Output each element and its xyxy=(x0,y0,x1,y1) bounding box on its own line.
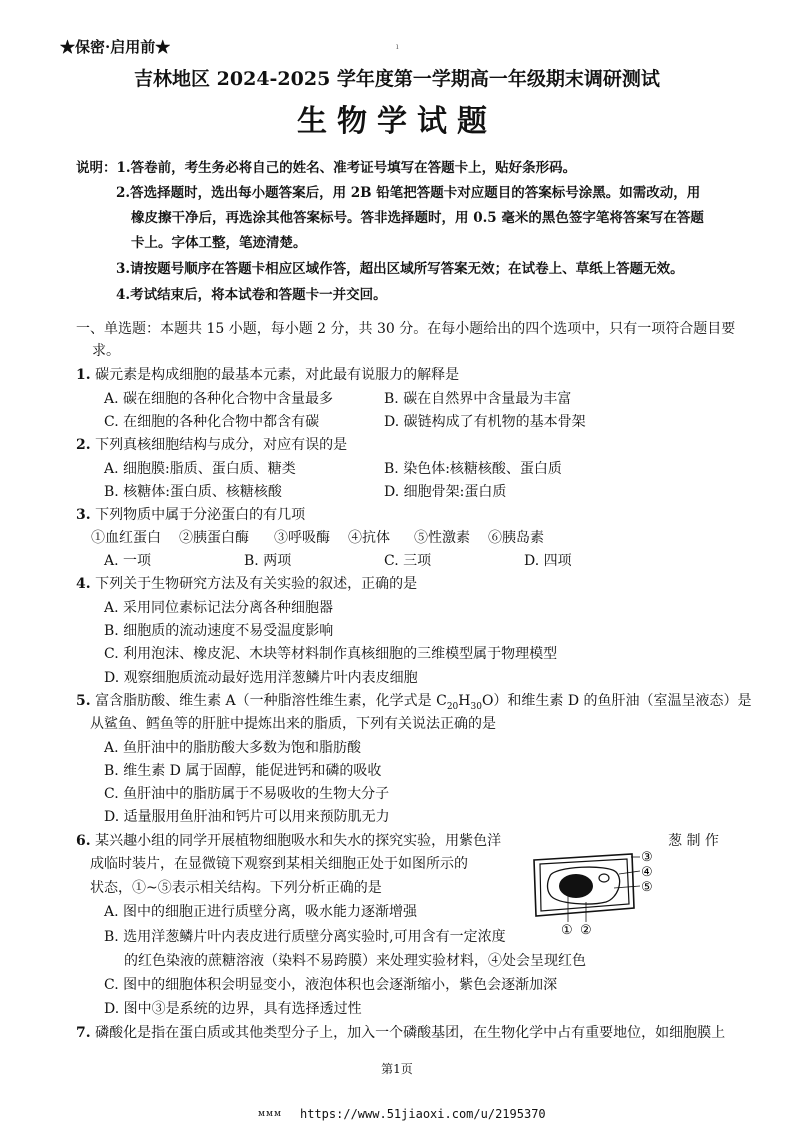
q5-subscript-c: 20 xyxy=(446,701,459,712)
question-3-text: 下列物质中属于分泌蛋白的有几项 xyxy=(95,507,306,523)
q3-option-d: D. 四项 xyxy=(524,553,572,569)
page-number: 第1页 xyxy=(381,1062,413,1076)
question-3-stem xyxy=(76,504,305,524)
diagram-label-1: ① xyxy=(561,923,573,936)
question-6-stem-line-1 xyxy=(76,830,501,850)
question-5-stem-line-2: 从鲨鱼、鳕鱼等的肝脏中提炼出来的脂质，下列有关说法正确的是 xyxy=(90,716,496,732)
q5-option-c: C. 鱼肝油中的脂肪属于不易吸收的生物大分子 xyxy=(104,786,390,802)
note-2b: 橡皮擦干净后，再选涂其他答案标号。答非选择题时，用 0.5 毫米的黑色签字笔将答案写在答题 xyxy=(131,210,704,226)
q3-item-2: ②胰蛋白酶 xyxy=(179,530,249,546)
question-4-text: 下列关于生物研究方法及有关实验的叙述，正确的是 xyxy=(95,576,418,592)
q5-text-c: O）和维生素 D 的鱼肝油（室温呈液态）是 xyxy=(481,693,752,709)
diagram-label-5: ⑤ xyxy=(641,880,653,895)
q2-option-d: D. 细胞骨架:蛋白质 xyxy=(384,484,507,500)
question-4-number: 4. xyxy=(76,576,91,592)
q4-option-b: B. 细胞质的流动速度不易受温度影响 xyxy=(104,623,334,639)
q6-option-b-line-2: 的红色染液的蔗糖溶液（染料不易跨膜）来处理实验材料，④处会呈现红色 xyxy=(124,953,586,969)
nucleus xyxy=(599,874,609,882)
vacuole xyxy=(559,874,593,898)
question-4-stem xyxy=(76,573,417,593)
question-6-stem-line-3: 状态，①~⑤表示相关结构。下列分析正确的是 xyxy=(90,880,382,896)
q1-option-b: B. 碳在自然界中含量最为丰富 xyxy=(384,391,572,407)
question-1-text: 碳元素是构成细胞的最基本元素，对此最有说服力的解释是 xyxy=(95,367,460,383)
notes-label: 说明： xyxy=(76,160,117,176)
q5-option-a: A. 鱼肝油中的脂肪酸大多数为饱和脂肪酸 xyxy=(104,740,362,756)
q2-option-a: A. 细胞膜:脂质、蛋白质、糖类 xyxy=(104,461,296,477)
plant-cell-diagram xyxy=(524,846,660,936)
question-1-number: 1. xyxy=(76,367,91,383)
question-2-number: 2. xyxy=(76,437,91,453)
question-6-stem-line-1-right: 葱 制 作 xyxy=(668,833,719,849)
q5-subscript-h: 30 xyxy=(470,701,482,712)
q6-option-d: D. 图中③是系统的边界，具有选择透过性 xyxy=(104,1001,362,1017)
subject-title: 生物学试题 xyxy=(297,104,497,139)
q6-option-c: C. 图中的细胞体积会明显变小，液泡体积也会逐渐缩小，紫色会逐渐加深 xyxy=(104,977,558,993)
question-7-number: 7. xyxy=(76,1025,91,1041)
note-4: 4.考试结束后，将本试卷和答题卡一并交回。 xyxy=(116,287,387,303)
q4-option-d: D. 观察细胞质流动最好选用洋葱鳞片叶内表皮细胞 xyxy=(104,670,418,686)
question-7-stem xyxy=(76,1022,725,1042)
q3-option-b: B. 两项 xyxy=(244,553,292,569)
q3-option-c: C. 三项 xyxy=(384,553,432,569)
q5-option-b: B. 维生素 D 属于固醇，能促进钙和磷的吸收 xyxy=(104,763,382,779)
diagram-label-4: ④ xyxy=(641,865,653,880)
diagram-label-3: ③ xyxy=(641,850,653,865)
section-heading-line-2: 求。 xyxy=(92,343,120,359)
question-5-stem-line-1 xyxy=(76,690,752,712)
note-2a: 2.答选择题时，选出每小题答案后，用 2B 铅笔把答题卡对应题目的答案标号涂黑。如需改动，用 xyxy=(116,185,701,201)
q3-item-5: ⑤性激素 xyxy=(414,530,470,546)
q4-option-a: A. 采用同位素标记法分离各种细胞器 xyxy=(104,600,334,616)
question-2-stem xyxy=(76,434,347,454)
notes-line-1 xyxy=(76,156,576,176)
q5-text-b: H xyxy=(458,693,471,709)
source-url[interactable]: https://www.51jiaoxi.com/u/2195370 xyxy=(300,1107,546,1121)
q3-item-6: ⑥胰岛素 xyxy=(488,530,544,546)
q3-item-3: ③呼吸酶 xyxy=(274,530,330,546)
watermark-mark: ᴍᴍᴍ xyxy=(258,1109,283,1119)
q1-option-a: A. 碳在细胞的各种化合物中含量最多 xyxy=(104,391,334,407)
question-6-stem-line-2: 成临时装片，在显微镜下观察到某相关细胞正处于如图所示的 xyxy=(90,856,468,872)
q1-option-d: D. 碳链构成了有机物的基本骨架 xyxy=(384,414,586,430)
q6-option-b-line-1: B. 选用洋葱鳞片叶内表皮进行质壁分离实验时,可用含有一定浓度 xyxy=(104,929,506,945)
note-2c: 卡上。字体工整，笔迹清楚。 xyxy=(131,235,307,251)
question-6-number: 6. xyxy=(76,833,91,849)
question-5-number: 5. xyxy=(76,693,91,709)
section-heading-line-1: 一、单选题：本题共 15 小题，每小题 2 分，共 30 分。在每小题给出的四个选项中，只有一项符合题目要 xyxy=(76,321,736,337)
note-1: 1.答卷前，考生务必将自己的姓名、准考证号填写在答题卡上，贴好条形码。 xyxy=(116,160,577,176)
diagram-label-2: ② xyxy=(580,923,592,936)
q5-option-d: D. 适量服用鱼肝油和钙片可以用来预防肌无力 xyxy=(104,809,390,825)
q2-option-b: B. 染色体:核糖核酸、蛋白质 xyxy=(384,461,562,477)
q3-item-1: ①血红蛋白 xyxy=(91,530,161,546)
leader-line-5 xyxy=(614,886,640,888)
question-1-stem xyxy=(76,364,459,384)
q3-item-4: ④抗体 xyxy=(348,530,390,546)
question-7-text: 磷酸化是指在蛋白质或其他类型分子上，加入一个磷酸基团，在生物化学中占有重要地位，如细胞膜上 xyxy=(95,1025,726,1041)
question-2-text: 下列真核细胞结构与成分，对应有误的是 xyxy=(95,437,348,453)
page-tick-mark: ı xyxy=(396,42,399,51)
note-3: 3.请按题号顺序在答题卡相应区域作答，超出区域所写答案无效；在试卷上、草纸上答题无效。 xyxy=(116,261,684,277)
q1-option-c: C. 在细胞的各种化合物中都含有碳 xyxy=(104,414,320,430)
q4-option-c: C. 利用泡沫、橡皮泥、木块等材料制作真核细胞的三维模型属于物理模型 xyxy=(104,646,558,662)
confidential-label: ★保密·启用前★ xyxy=(60,38,171,56)
leader-line-4 xyxy=(619,871,640,874)
q5-text-a: 富含脂肪酸、维生素 A（一种脂溶性维生素，化学式是 C xyxy=(95,693,447,709)
question-3-number: 3. xyxy=(76,507,91,523)
q6-text-1: 某兴趣小组的同学开展植物细胞吸水和失水的探究实验，用紫色洋 xyxy=(95,833,502,849)
exam-title: 吉林地区 2024-2025 学年度第一学期高一年级期末调研测试 xyxy=(134,68,660,90)
q2-option-c: B. 核糖体:蛋白质、核糖核酸 xyxy=(104,484,282,500)
q3-option-a: A. 一项 xyxy=(104,553,152,569)
q6-option-a: A. 图中的细胞正进行质壁分离，吸水能力逐渐增强 xyxy=(104,904,418,920)
